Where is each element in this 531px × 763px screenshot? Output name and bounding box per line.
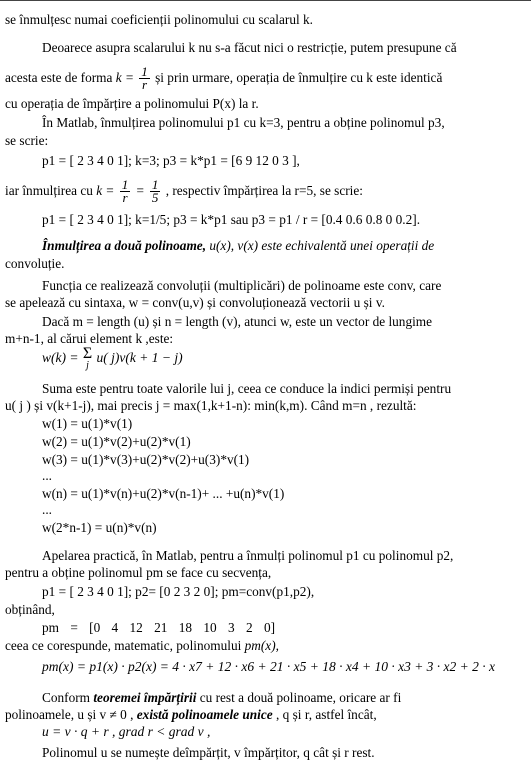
text-fragment: și prin urmare, operația de înmulțire cu k este identică	[155, 70, 443, 85]
text-fragment: ceea ce corespunde, matematic, polinomului	[5, 638, 242, 653]
matlab-code-line: p1 = [ 2 3 4 0 1]; p2= [0 2 3 2 0]; pm=conv(p1,p2),	[42, 584, 315, 599]
text-fragment: polinoamele, u și v ≠ 0 ,	[5, 707, 134, 722]
text-fragment: cu rest a două polinoame, oricare ar fi	[199, 690, 402, 705]
fraction-denominator: 5	[151, 190, 159, 206]
text-line: pentru a obține polinomul pm se face cu secvența,	[5, 565, 272, 580]
fraction	[139, 66, 150, 91]
fraction	[120, 179, 131, 204]
text-fragment: Conform	[42, 690, 91, 705]
fraction-numerator: 1	[151, 177, 159, 193]
equation-line: w(1) = u(1)*v(1)	[42, 416, 133, 431]
equation-line: w(3) = u(1)*v(3)+u(2)*v(2)+u(3)*v(1)	[42, 452, 250, 467]
text-line: se scrie:	[5, 133, 49, 148]
ellipsis-line: ...	[42, 502, 52, 517]
fraction-numerator: 1	[121, 177, 129, 193]
text-line: Suma este pentru toate valorile lui j, ceea ce conduce la indici permiși pentru	[42, 381, 452, 396]
text-line-with-fraction: iar înmulțirea cu k = $\frac{1}{r}$ = $\frac{1}{5}$ , respectiv împărțirea la r=5, se scrie:	[5, 177, 363, 206]
emphasis: există polinoamele unice	[136, 707, 273, 722]
text-line: cu operația de împărțire a polinomului P(x) la r.	[5, 96, 259, 111]
text-line: se apelează cu sintaxa, w = conv(u,v) și convoluționează vectorii u și v.	[5, 295, 385, 310]
text-fragment: u(x), v(x) este echivalentă unei operații de	[209, 238, 435, 253]
fraction	[150, 179, 161, 204]
text-fragment: , q și r, astfel încât,	[276, 707, 377, 722]
text-line: Deoarece asupra scalarului k nu s-a făcut nici o restricție, putem presupune că	[42, 40, 457, 55]
text-line: În Matlab, înmulțirea polinomului p1 cu k=3, pentru a obține polinomul p3,	[42, 115, 445, 130]
text-line: m+n-1, al cărui element k ,este:	[5, 331, 174, 346]
text-fragment: iar înmulțirea cu	[5, 183, 93, 198]
text-line: Polinomul u se numește deîmpărțit, v împărțitor, q cât și r rest.	[42, 745, 375, 760]
fraction-numerator: 1	[141, 64, 148, 80]
text-line: se înmulțesc numai coeficienții polinomului cu scalarul k.	[5, 12, 313, 27]
formula-lhs: w(k) =	[42, 350, 79, 365]
page-top-rule	[0, 0, 531, 1]
fraction-denominator: r	[122, 190, 128, 206]
text-line: obținând,	[5, 602, 55, 617]
text-line	[42, 690, 401, 705]
text-line	[42, 238, 434, 253]
equation-line: w(2) = u(1)*v(2)+u(2)*v(1)	[42, 434, 191, 449]
formula-rhs: u( j)v(k + 1 − j)	[96, 350, 183, 365]
text-line: Apelarea practică, în Matlab, pentru a înmulți polinomul p1 cu polinomul p2,	[42, 548, 454, 563]
emphasis: teoremei împărțirii	[93, 690, 197, 705]
text-line	[5, 638, 279, 653]
math-lhs: k =	[115, 70, 134, 85]
text-fragment: acesta este de forma	[5, 70, 113, 85]
text-line: Dacă m = length (u) și n = length (v), atunci w, este un vector de lungime	[42, 314, 433, 329]
equation-line: w(2*n-1) = u(n)*v(n)	[42, 520, 157, 535]
sum-symbol: Σ j	[82, 344, 93, 371]
ellipsis-line: ...	[42, 468, 52, 483]
text-line-with-fraction	[5, 64, 442, 92]
matlab-code-line: p1 = [ 2 3 4 0 1]; k=1/5; p3 = k*p1 sau p3 = p1 / r = [0.4 0.6 0.8 0 0.2].	[42, 212, 421, 227]
fraction-denominator: r	[142, 77, 148, 93]
text-line	[5, 707, 377, 722]
matlab-code-line: pm = [0 4 12 21 18 10 3 2 0]	[42, 620, 276, 635]
equation-line: w(n) = u(1)*v(n)+u(2)*v(n-1)+ ... +u(n)*v(1)	[42, 486, 285, 501]
section-heading: Înmulțirea a două polinoame,	[42, 238, 207, 253]
text-line: Funcția ce realizează convoluții (multiplicări) de polinoame este conv, care	[42, 278, 442, 293]
division-formula: u = v · q + r , grad r < grad v ,	[42, 724, 211, 739]
matlab-code-line: p1 = [ 2 3 4 0 1]; k=3; p3 = k*p1 = [6 9 12 0 3 ],	[42, 153, 300, 168]
math-lhs: k =	[96, 183, 115, 198]
text-line: convoluție.	[5, 256, 65, 271]
sum-index: j	[86, 359, 89, 371]
text-fragment: , respectiv împărțirea la r=5, se scrie:	[165, 183, 363, 198]
text-line: u( j ) și v(k+1-j), mai precis j = max(1,k+1-n): min(k,m). Când m=n , rezultă:	[5, 398, 417, 413]
convolution-formula	[42, 343, 183, 373]
math-expression: pm(x),	[244, 638, 279, 653]
product-polynomial-formula: pm(x) = p1(x) · p2(x) = 4 · x7 + 12 · x6 + 21 · x5 + 18 · x4 + 10 · x3 + 3 · x2 + 2 · x	[42, 659, 496, 674]
